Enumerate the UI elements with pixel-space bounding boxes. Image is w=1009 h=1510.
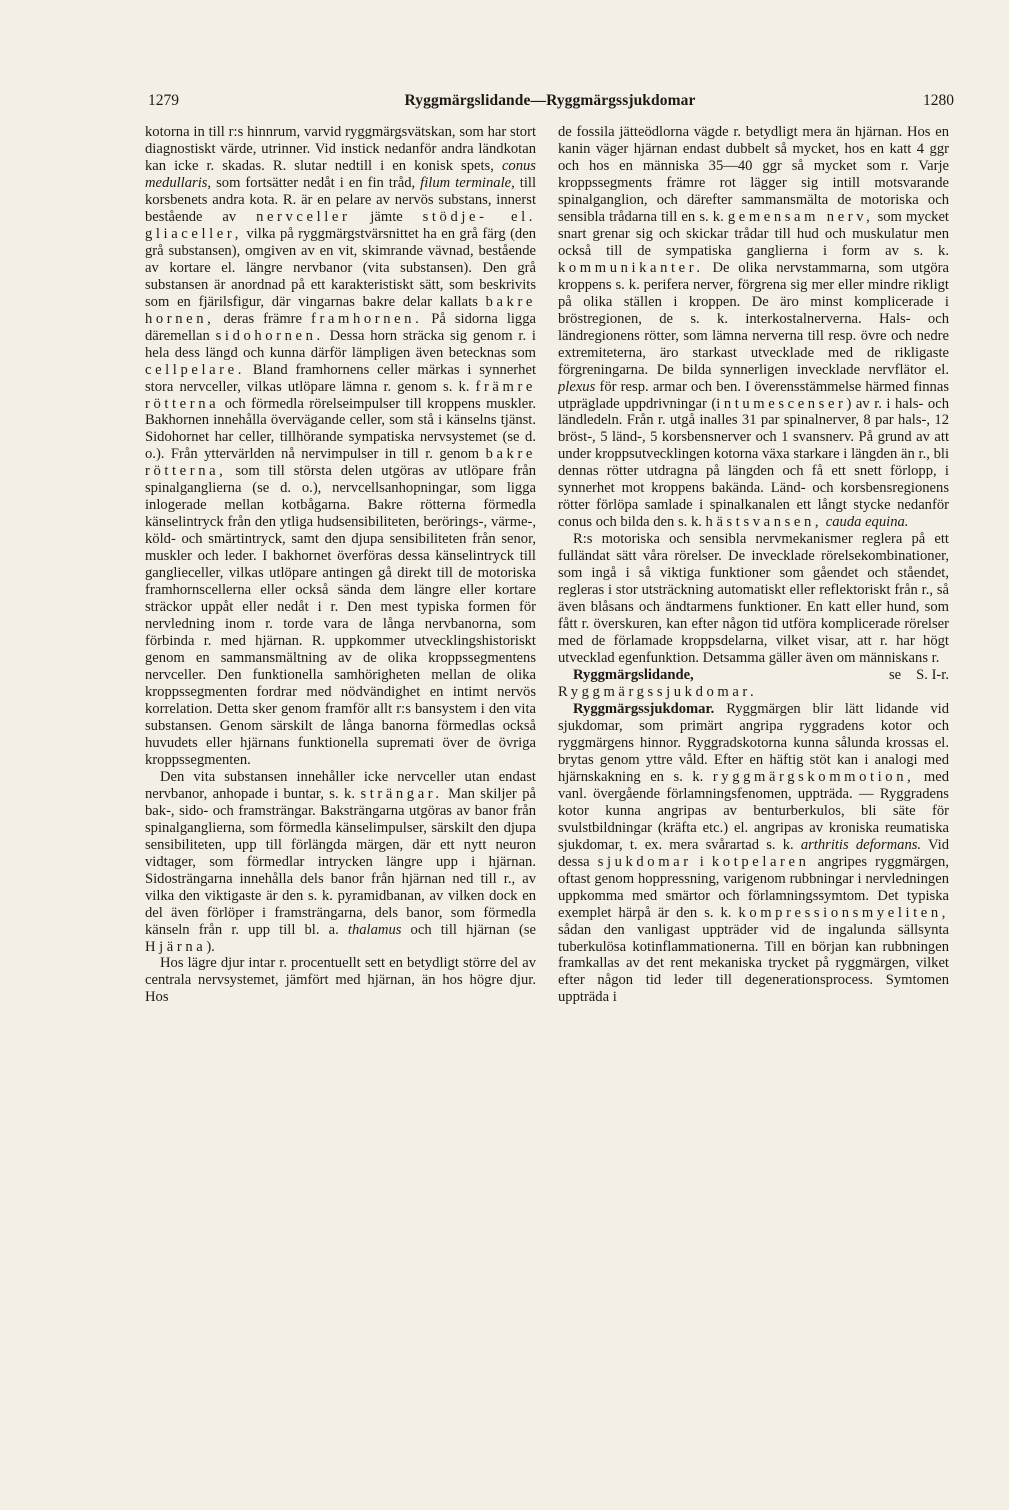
- page-number-right: 1280: [923, 92, 954, 109]
- entry-ryggmargslidande: Ryggmärgslidande, se Ryggmärgssjukdomar.: [558, 667, 902, 700]
- page-header: [146, 92, 954, 114]
- entry-ryggmargssjukdomar: Ryggmärgssjukdomar. Ryggmärgen blir lätt lidande vid sjukdomar, som primärt angripa ryggradens kotor och ryggmärgens hinnor. Ryggradskotorna kunna sålunda krossas el. brytas genom yttre våld. Efter en häftig stöt kan i analogi med hjärnskakning en s. k. ryggmärgskommotion, med vanl. övergående förlamningsfenomen, uppträda. — Ryggradens kotor kunna angripas av benturberkulos, bli säte för svulstbildningar (kräfta etc.) el. angripas av kroniska reumatiska sjukdomar, t. ex. mera svårartad s. k. arthritis deformans. Vid dessa sjukdomar i kotpelaren angripes ryggmärgen, oftast genom hoppressning, varigenom rubbningar i nervledningen uppkomma med smärtor och förlamningssymtom. Det typiska exemplet härpå är den s. k. kompressionsmyeliten, sådan den vanligast uppträder vid de ingalunda sällsynta tuberkulösa kotinflammationerna. Till en början kan rubbningen framkallas av det rent mekaniska trycket på ryggmärgen, vilket efter någon tid leder till degenerationsprocess. Symtomen uppträda i: [558, 700, 949, 1006]
- paragraph: Hos lägre djur intar r. procentuellt sett en betydligt större del av centrala nervsystemet, jämfört med hjärnan, än hos högre djur. Hos: [145, 955, 536, 1006]
- left-column: [145, 124, 536, 1399]
- page-number-left: 1279: [148, 92, 179, 109]
- paragraph: kotorna in till r:s hinnrum, varvid ryggmärgsvätskan, som har stort diagnostiskt värde, utrinner. Vid instick nedanför andra ländkotan kan icke r. skadas. R. slutar nedtill i en konisk spets, conus medullaris, som fortsätter nedåt i en fin tråd, filum terminale, till korsbenets andra kota. R. är en pelare av nervös substans, innerst bestående av nervceller jämte stödje- el. gliaceller, vilka på ryggmärgstvärsnittet ha en grå färg (den grå substansen), omgiven av en vit, skimrande vävnad, bestående av kortare el. längre nervbanor (vita substansen). Den grå substansen är anordnad på ett karakteristiskt sätt, som beskrivits som en fjärilsfigur, där vingarnas bakre delar kallats bakre hornen, deras främre framhornen. På sidorna ligga däremellan sidohornen. Dessa horn sträcka sig genom r. i hela dess längd och kunna därför lämpligen även betecknas som cellpelare. Bland framhornens celler märkas i synnerhet stora nervceller, vilkas utlöpare lämna r. genom s. k. främre rötterna och förmedla rörelseimpulser till kroppens muskler. Bakhornen innehålla övervägande celler, som stå i känselns tjänst. Sidohornet har celler, tillhörande sympatiska nervsystemet (se d. o.). Från yttervärlden nå nervimpulser in till r. genom bakre rötterna, som till största delen utgöras av utlöpare från spinalganglierna (se d. o.), nervcellsanhopningar, som ligga inlogerade mellan kotbågarna. Bakre rötterna förmedla känselintryck från den ytliga hudsensibiliteten, berörings-, värme-, köld- och smärtintryck, samt den djupa sensibiliteten från senor, muskler och leder. I bakhornet överföras dessa känselintryck till ganglieceller, vilkas utlöpare antingen gå direkt till de motoriska framhornscellerna eller också sända dem längre eller kortare sträckor uppåt eller nedåt i r. Den mest typiska formen för nervledning inom r. torde vara de långa nervbanorna, som förbinda r. med hjärnan. R. uppkommer utvecklingshistoriskt genom en sammansmältning av de olika kroppssegmentens nervceller. Den funktionella samhörigheten mellan de olika kroppssegmenten fordrar med nödvändighet en intimt nervös korrelation. Detta sker genom framför allt r:s bansystem i den vita substansen. Genom särskilt de långa banorna förmedlas också huvudets eller hjärnans funktionella supremati över de övriga kroppssegmenten.: [145, 124, 536, 768]
- headword: Ryggmärgslidande,: [573, 667, 694, 683]
- paragraph: R:s motoriska och sensibla nervmekanismer reglera på ett fulländat sätt våra rörelser. De invecklade rörelsekombinationer, som ingå i så viktiga funktioner som gåendet och ståendet, regleras i stor utsträckning automatiskt eller reflektoriskt från r., så även blåsans och ändtarmens funktioner. En katt eller hund, som fått r. överskuren, kan efter någon tid utföra komplicerade rörelser med de förlamade kroppsdelarna, vilket visar, att r. har högt utvecklad egenfunktion. Detsamma gäller även om människans r. S. I-r.: [558, 531, 949, 683]
- paragraph: Den vita substansen innehåller icke nervceller utan endast nervbanor, anhopade i buntar, s. k. strängar. Man skiljer på bak-, sido- och framsträngar. Baksträngarna utgöras av banor från spinalganglierna, som förmedla känselimpulser, särskilt den djupa sensibiliteten, upp till förlängda märgen, där ett nytt neuron vidtager, som förmedlar intrycken längre upp i hjärnan. Sidosträngarna innehålla dels banor från hjärnan ned till r., av vilka den viktigaste är den s. k. pyramidbanan, av vilken dock en del även förlöper i framsträngarna, dels banor, som förmedla känseln från r. upp till bl. a. thalamus och till hjärnan (se Hjärna).: [145, 768, 536, 955]
- running-title: Ryggmärgslidande—Ryggmärgssjukdomar: [404, 92, 696, 109]
- paragraph: de fossila jätteödlorna vägde r. betydligt mera än hjärnan. Hos en kanin väger hjärnan endast dubbelt så mycket, hos en katt 4 ggr och hos en människa 35—40 ggr så mycket som r. Varje kroppssegments främre rot lägger sig intill motsvarande spinalganglion, och därefter sammansmälta de motoriska och sensibla trådarna till en s. k. gemensam nerv, som mycket snart grenar sig och skickar trådar till hud och muskulatur men också till de sympatiska ganglierna i form av s. k. kommunikanter. De olika nervstammarna, som utgöra kroppens s. k. perifera nerver, förgrena sig mer eller mindre rikligt på olika ställen i kroppen. De äro minst komplicerade i bröstregionen, de s. k. interkostalnerverna. Hals- och ländregionens rötter, som lämna nerverna till resp. övre och nedre extremiteterna, äro starkast utvecklade med de rikligaste förgreningarna. De bilda synnerligen invecklade nervflätor el. plexus för resp. armar och ben. I överensstämmelse härmed finnas utpräglade uppdrivningar (intumescenser) av r. i hals- och ländledeln. Från r. utgå inalles 31 par spinalnerver, 8 par hals-, 12 bröst-, 5 länd-, 5 korsbensnerver och 1 svansnerv. På grund av att under kroppsutvecklingen kotorna växa starkare i längden än r., bli dennas rötter utdragna på längden och få ett snett förlopp, i synnerhet mot kroppens bakända. Länd- och korsbensregionens rötter förlöpa samlade i spinalkanalen ett långt stycke nedanför conus och bilda den s. k. hästsvansen, cauda equina.: [558, 124, 949, 531]
- author-signature: S. I-r.: [916, 667, 949, 683]
- headword: Ryggmärgssjukdomar.: [573, 700, 715, 717]
- right-column: [558, 124, 949, 1399]
